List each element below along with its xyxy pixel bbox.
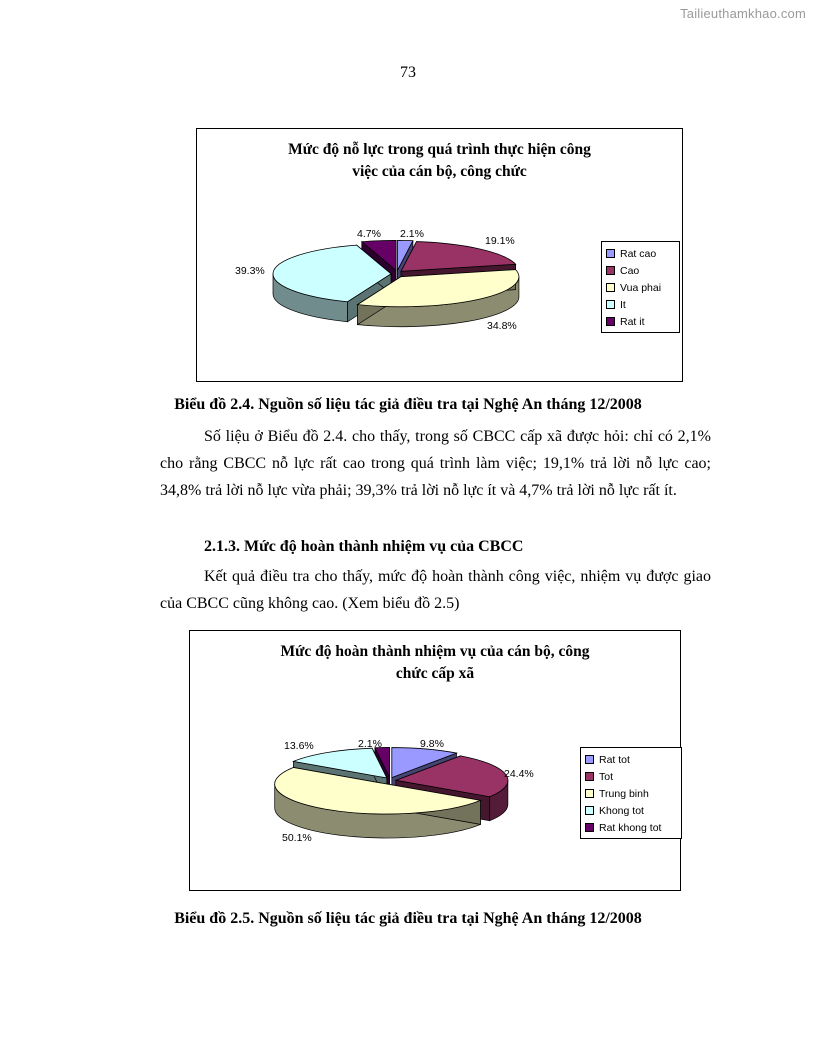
chart-title-line-1: Mức độ hoàn thành nhiệm vụ của cán bộ, công [280,643,590,660]
legend-label: Trung binh [599,787,649,800]
chart-title-line-1: Mức độ nỗ lực trong quá trình thực hiện công [288,141,591,158]
data-label-rat-tot: 9.8% [420,738,444,750]
paragraph-text: Kết quả điều tra cho thấy, mức độ hoàn thành công việc, nhiệm vụ được giao của CBCC cũng không cao. (Xem biểu đồ 2.5) [160,568,711,612]
data-label-rat-cao: 2.1% [400,228,424,240]
legend-item [585,802,677,819]
legend-swatch [585,755,594,764]
legend-label: Rat khong tot [599,821,662,834]
body-paragraph [160,423,711,504]
legend-swatch [606,266,615,275]
data-label-khong-tot: 13.6% [284,740,314,752]
figure-caption-2-4: Biểu đồ 2.4. Nguồn số liệu tác giả điều tra tại Nghệ An tháng 12/2008 [174,396,642,413]
legend-item [585,751,677,768]
chart-title-line-2: việc của cán bộ, công chức [352,163,527,180]
section-heading: 2.1.3. Mức độ hoàn thành nhiệm vụ của CBCC [204,538,524,555]
data-label-trung-binh: 50.1% [282,832,312,844]
page-number: 73 [400,64,416,81]
legend-label: Rat cao [620,247,657,260]
legend-label: Khong tot [599,804,644,817]
body-paragraph [160,563,711,617]
data-label-vua-phai: 34.8% [487,320,517,332]
paragraph-text: Số liệu ở Biểu đồ 2.4. cho thấy, trong số CBCC cấp xã được hỏi: chỉ có 2,1% cho rằng CBCC nỗ lực rất cao trong quá trình làm việc; 19,1% trả lời nỗ lực cao; 34,8% trả lời nỗ lực vừa phải; 39,3% trả lời nỗ lực ít và 4,7% trả lời nỗ lực rất ít. [160,428,711,499]
legend-label: Rat tot [599,753,630,766]
data-label-tot: 24.4% [504,768,534,780]
legend-swatch [606,300,615,309]
legend-item [585,819,677,836]
data-label-rat-it: 4.7% [357,228,381,240]
legend-label: It [620,298,626,311]
data-label-cao: 19.1% [485,235,515,247]
legend-item [585,768,677,785]
legend-item [606,313,675,330]
chart-legend [580,747,682,839]
chart-2-4 [196,128,683,382]
legend-item [606,279,675,296]
legend-label: Cao [620,264,640,277]
legend-swatch [606,317,615,326]
chart-2-5 [189,630,681,891]
legend-swatch [585,789,594,798]
legend-label: Rat it [620,315,645,328]
legend-label: Vua phai [620,281,662,294]
watermark: Tailieuthamkhao.com [680,6,806,21]
legend-swatch [585,806,594,815]
data-label-rat-khong-tot: 2.1% [358,738,382,750]
legend-swatch [585,823,594,832]
figure-caption-2-5: Biểu đồ 2.5. Nguồn số liệu tác giả điều tra tại Nghệ An tháng 12/2008 [174,910,642,927]
data-label-it: 39.3% [235,265,265,277]
legend-swatch [606,249,615,258]
chart-title-line-2: chức cấp xã [395,665,475,682]
legend-item [606,262,675,279]
legend-swatch [585,772,594,781]
legend-item [606,296,675,313]
legend-swatch [606,283,615,292]
legend-label: Tot [599,770,614,783]
legend-item [585,785,677,802]
chart-legend [601,241,680,333]
legend-item [606,245,675,262]
